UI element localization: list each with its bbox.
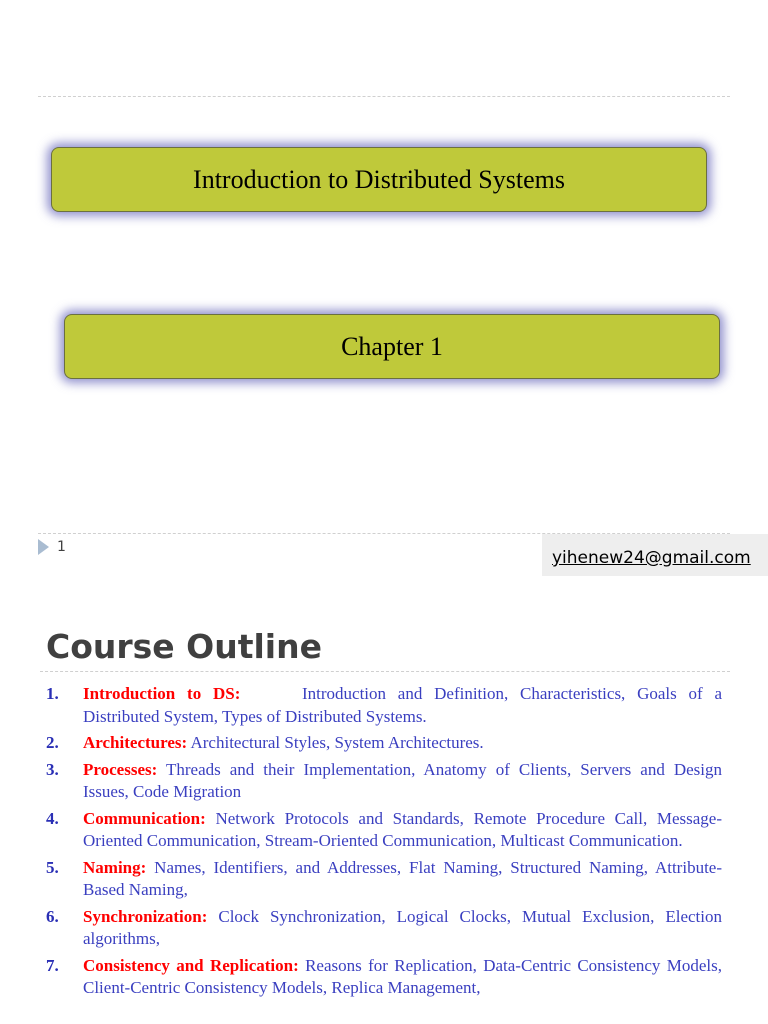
item-text (83, 906, 722, 951)
list-item (46, 906, 722, 951)
item-text (83, 857, 722, 902)
main-title: Introduction to Distributed Systems (193, 164, 565, 194)
top-divider (38, 96, 730, 97)
outline-list (46, 683, 722, 1004)
item-heading: Processes: (83, 759, 158, 779)
item-text (83, 683, 722, 728)
item-heading: Architectures: (83, 733, 188, 752)
item-description: Network Protocols and Standards, Remote Procedure Call, Message-Oriented Communication, Stream-Oriented Communication, Multicast Communication. (83, 808, 723, 850)
item-text (83, 955, 722, 1000)
item-number: 5. (46, 857, 59, 877)
list-item (46, 808, 722, 853)
item-number: 7. (46, 955, 59, 975)
slide-number: 1 (57, 539, 66, 555)
chapter-box (64, 314, 720, 379)
item-number: 6. (46, 906, 59, 926)
list-item (46, 759, 722, 804)
course-outline-slide (0, 585, 768, 1024)
item-number: 2. (46, 733, 59, 752)
item-heading: Introduction to DS: (83, 684, 241, 703)
main-title-box (51, 147, 707, 212)
list-item (46, 732, 722, 755)
item-description: Introduction and Definition, Characteristics, Goals of a Distributed System, Types of Distributed Systems. (83, 684, 723, 726)
list-item (46, 857, 722, 902)
list-item (46, 683, 722, 728)
item-description: Architectural Styles, System Architectures. (190, 733, 484, 752)
item-number: 4. (46, 808, 59, 828)
list-item (46, 955, 722, 1000)
title-divider (40, 671, 730, 672)
slide-title: Course Outline (46, 627, 322, 666)
item-description: Threads and their Implementation, Anatomy of Clients, Servers and Design Issues, Code Migration (83, 759, 722, 801)
email-box (542, 534, 768, 576)
item-description: Reasons for Replication, Data-Centric Consistency Models, Client-Centric Consistency Models, Replica Management, (83, 955, 723, 997)
item-text (83, 808, 722, 853)
item-description: Names, Identifiers, and Addresses, Flat Naming, Structured Naming, Attribute-Based Naming, (83, 857, 722, 899)
item-number: 1. (46, 684, 59, 703)
chapter-title: Chapter 1 (341, 331, 443, 361)
item-description: Clock Synchronization, Logical Clocks, Mutual Exclusion, Election algorithms, (83, 906, 723, 948)
item-text (83, 732, 722, 755)
item-heading: Naming: (83, 857, 147, 877)
item-heading: Consistency and Replication: (83, 955, 299, 975)
triangle-bullet-icon (38, 539, 49, 555)
item-text (83, 759, 722, 804)
email-link[interactable]: yihenew24@gmail.com (552, 548, 751, 568)
item-number: 3. (46, 759, 59, 779)
slide-number-marker (38, 539, 66, 555)
item-heading: Synchronization: (83, 906, 208, 926)
item-heading: Communication: (83, 808, 206, 828)
